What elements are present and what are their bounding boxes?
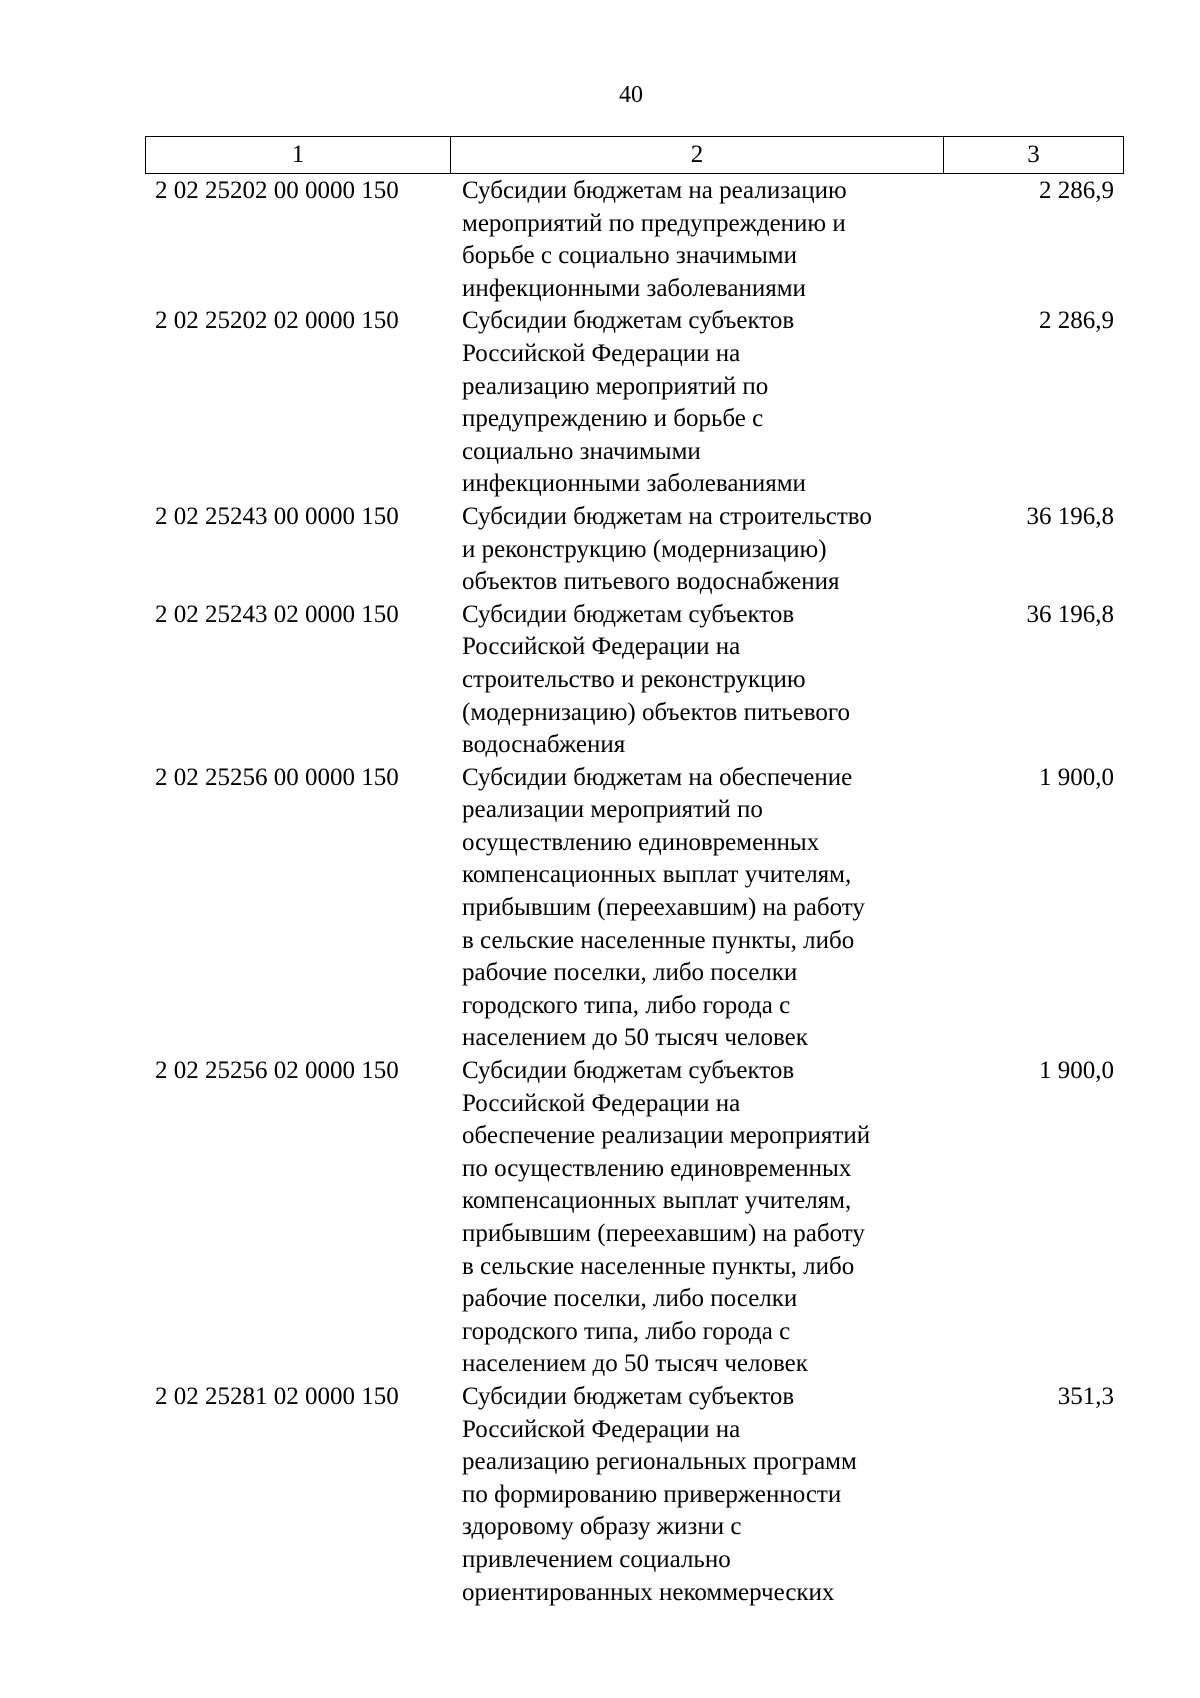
table-row bbox=[145, 305, 1124, 501]
description-line: здоровому образу жизни с bbox=[462, 1513, 742, 1541]
table-row bbox=[145, 1055, 1124, 1381]
description-line: привлечением социально bbox=[462, 1545, 731, 1573]
description-line: прибывшим (переехавшим) на работу bbox=[462, 1220, 865, 1247]
revenue-description bbox=[450, 762, 943, 1055]
description-line: по осуществлению единовременных bbox=[462, 1154, 852, 1182]
amount: 36 196,8 bbox=[1026, 600, 1114, 628]
column-header-name: 2 bbox=[451, 137, 944, 173]
revenue-description bbox=[450, 175, 943, 305]
description-line: рабочие поселки, либо поселки bbox=[462, 1285, 798, 1313]
description-line: строительство и реконструкцию bbox=[462, 665, 806, 693]
description-line: Субсидии бюджетам на реализацию bbox=[462, 177, 847, 204]
table-header bbox=[145, 136, 1124, 174]
description-line: предупреждению и борьбе с bbox=[462, 405, 764, 433]
description-line: инфекционными заболеваниями bbox=[462, 470, 806, 498]
amount: 1 900,0 bbox=[1039, 763, 1114, 791]
amount: 2 286,9 bbox=[1039, 177, 1114, 204]
description-line: Субсидии бюджетам на строительство bbox=[462, 502, 872, 530]
revenue-description bbox=[450, 1055, 943, 1381]
description-line: (модернизацию) объектов питьевого bbox=[462, 698, 851, 726]
budget-code: 2 02 25243 00 0000 150 bbox=[155, 502, 399, 530]
description-line: компенсационных выплат учителям, bbox=[462, 861, 852, 889]
description-line: Субсидии бюджетам субъектов bbox=[462, 1057, 795, 1085]
budget-code: 2 02 25281 02 0000 150 bbox=[155, 1382, 399, 1410]
column-header-amount: 3 bbox=[1027, 141, 1040, 168]
description-line: рабочие поселки, либо поселки bbox=[462, 959, 798, 987]
description-line: объектов питьевого водоснабжения bbox=[462, 568, 840, 596]
description-line: и реконструкцию (модернизацию) bbox=[462, 535, 827, 563]
description-line: населением до 50 тысяч человек bbox=[462, 1350, 808, 1378]
description-line: Российской Федерации на bbox=[462, 339, 741, 367]
revenue-description bbox=[450, 305, 943, 501]
budget-code: 2 02 25256 02 0000 150 bbox=[155, 1057, 399, 1085]
table-row bbox=[145, 599, 1124, 762]
description-line: компенсационных выплат учителям, bbox=[462, 1187, 852, 1215]
description-line: реализацию региональных программ bbox=[462, 1448, 857, 1476]
description-line: ориентированных некоммерческих bbox=[462, 1578, 835, 1606]
amount: 351,3 bbox=[1057, 1382, 1114, 1410]
description-line: населением до 50 тысяч человек bbox=[462, 1024, 808, 1052]
revenue-description bbox=[450, 501, 943, 599]
description-line: водоснабжения bbox=[462, 731, 626, 759]
budget-code: 2 02 25256 00 0000 150 bbox=[155, 763, 399, 791]
table-row bbox=[145, 762, 1124, 1055]
page-number: 40 bbox=[619, 82, 643, 108]
description-line: городского типа, либо города с bbox=[462, 991, 791, 1019]
description-line: в сельские населенные пункты, либо bbox=[462, 926, 855, 954]
description-line: по формированию приверженности bbox=[462, 1480, 842, 1508]
description-line: прибывшим (переехавшим) на работу bbox=[462, 894, 865, 922]
description-line: Российской Федерации на bbox=[462, 633, 741, 661]
table-row bbox=[145, 501, 1124, 599]
table-body bbox=[145, 175, 1124, 1609]
description-line: Субсидии бюджетам на обеспечение bbox=[462, 763, 853, 791]
table-row bbox=[145, 1381, 1124, 1609]
budget-code: 2 02 25243 02 0000 150 bbox=[155, 600, 399, 628]
description-line: городского типа, либо города с bbox=[462, 1317, 791, 1345]
description-line: Российской Федерации на bbox=[462, 1089, 741, 1117]
description-line: Российской Федерации на bbox=[462, 1415, 741, 1443]
description-line: в сельские населенные пункты, либо bbox=[462, 1252, 855, 1280]
description-line: социально значимыми bbox=[462, 437, 701, 465]
revenue-description bbox=[450, 1381, 943, 1609]
table-row bbox=[145, 175, 1124, 305]
description-line: осуществлению единовременных bbox=[462, 828, 820, 856]
description-line: инфекционными заболеваниями bbox=[462, 274, 806, 302]
description-line: Субсидии бюджетам субъектов bbox=[462, 600, 795, 628]
description-line: Субсидии бюджетам субъектов bbox=[462, 1382, 795, 1410]
amount: 36 196,8 bbox=[1026, 502, 1114, 530]
description-line: реализацию мероприятий по bbox=[462, 372, 769, 400]
description-line: обеспечение реализации мероприятий bbox=[462, 1122, 871, 1150]
budget-code: 2 02 25202 02 0000 150 bbox=[155, 307, 399, 335]
column-header-code: 1 bbox=[146, 137, 451, 173]
description-line: Субсидии бюджетам субъектов bbox=[462, 307, 795, 335]
amount: 1 900,0 bbox=[1039, 1057, 1114, 1085]
description-line: мероприятий по предупреждению и bbox=[462, 209, 846, 237]
budget-code: 2 02 25202 00 0000 150 bbox=[155, 177, 399, 204]
revenue-description bbox=[450, 599, 943, 762]
description-line: борьбе с социально значимыми bbox=[462, 242, 797, 270]
amount: 2 286,9 bbox=[1039, 307, 1114, 335]
description-line: реализации мероприятий по bbox=[462, 796, 763, 824]
